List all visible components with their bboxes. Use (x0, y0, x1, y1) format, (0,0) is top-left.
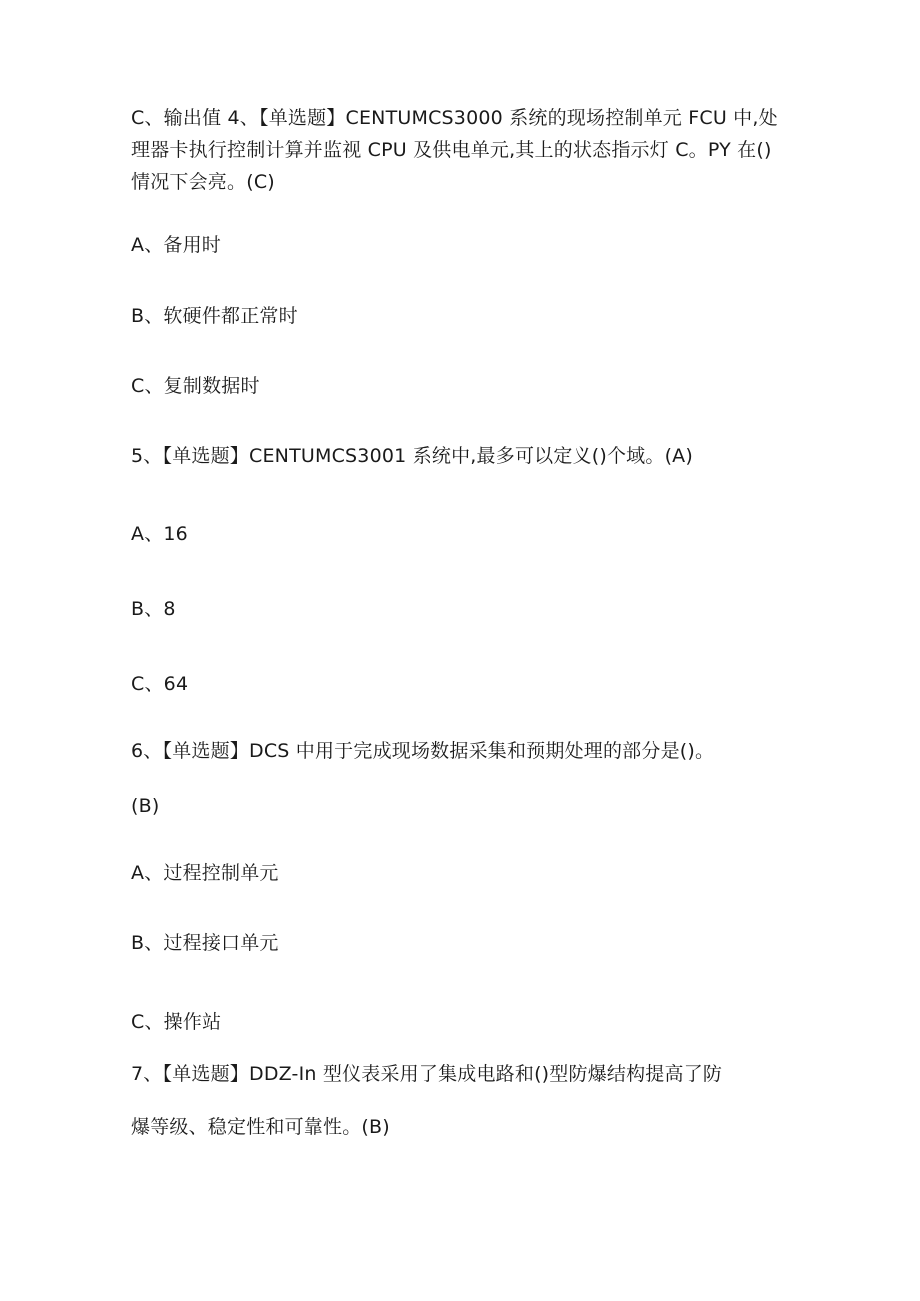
question-4-line-1: C、输出值 4、【单选题】CENTUMCS3000 系统的现场控制单元 FCU 中,处 (131, 107, 778, 129)
question-6-option-c: C、操作站 (131, 1011, 222, 1033)
question-4-option-a: A、备用时 (131, 234, 221, 256)
question-4-option-b: B、软硬件都正常时 (131, 305, 298, 327)
question-6-option-b: B、过程接口单元 (131, 932, 279, 954)
question-4-line-3: 情况下会亮。(C) (131, 171, 275, 193)
question-4-option-c: C、复制数据时 (131, 375, 260, 397)
question-6-line-1: 6、【单选题】DCS 中用于完成现场数据采集和预期处理的部分是()。 (131, 740, 715, 762)
question-6-answer: (B) (131, 795, 160, 817)
question-5-option-a: A、16 (131, 523, 188, 545)
question-5-option-c: C、64 (131, 673, 189, 695)
question-6-option-a: A、过程控制单元 (131, 862, 279, 884)
question-7-line-1: 7、【单选题】DDZ-In 型仪表采用了集成电路和()型防爆结构提高了防 (131, 1063, 723, 1085)
question-5-option-b: B、8 (131, 598, 176, 620)
question-5-text: 5、【单选题】CENTUMCS3001 系统中,最多可以定义()个域。(A) (131, 445, 693, 467)
question-4-line-2: 理器卡执行控制计算并监视 CPU 及供电单元,其上的状态指示灯 C。PY 在() (131, 139, 772, 161)
question-7-line-2: 爆等级、稳定性和可靠性。(B) (131, 1116, 390, 1138)
